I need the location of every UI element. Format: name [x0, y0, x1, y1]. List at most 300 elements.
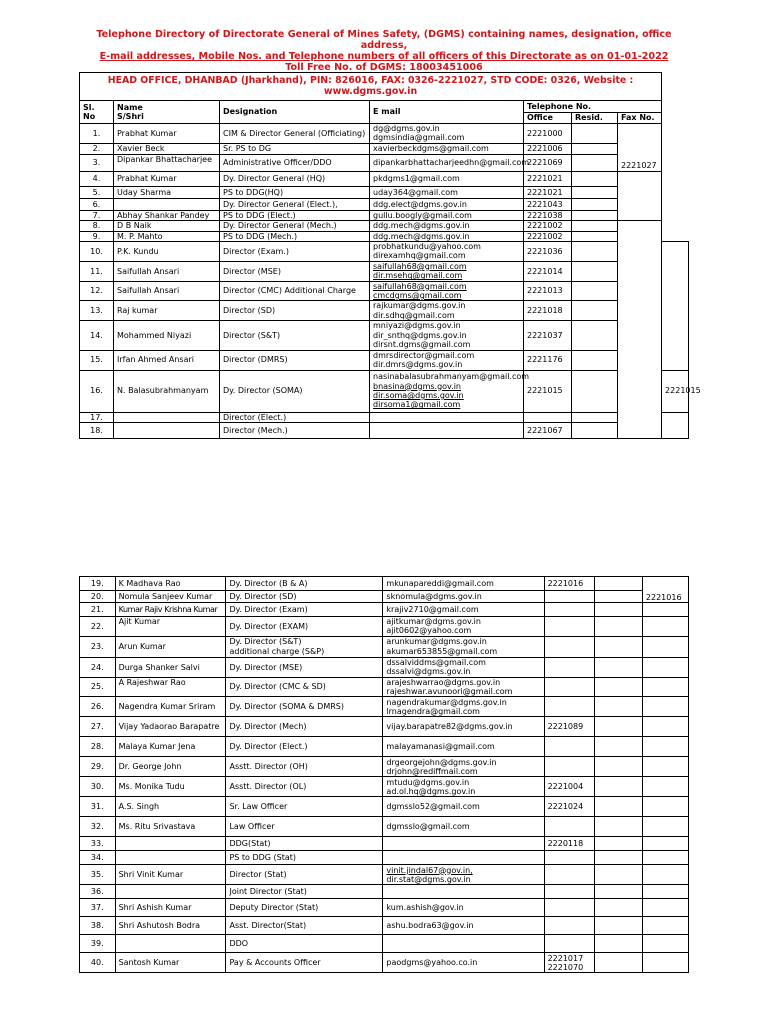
row-name: Mohammed Niyazi — [114, 321, 220, 350]
row-sl-no: 19. — [80, 577, 116, 591]
row-name: Shri Ashutosh Bodra — [115, 917, 226, 935]
row-designation: Director (Elect.) — [220, 412, 370, 422]
row-sl-no: 5. — [80, 186, 114, 198]
row-email[interactable] — [370, 186, 524, 198]
table-row — [80, 797, 689, 817]
row-designation — [226, 657, 383, 677]
row-office-phone — [524, 321, 572, 350]
row-sl-no: 17. — [80, 412, 114, 422]
text-line: 2221024 — [547, 802, 584, 812]
row-resid-phone — [594, 899, 642, 917]
row-email[interactable] — [383, 636, 544, 657]
row-resid-phone — [594, 603, 642, 617]
email-line[interactable]: ddg.elect@dgms.gov.in — [373, 199, 467, 209]
table-row — [80, 143, 689, 154]
row-fax — [618, 221, 662, 439]
email-line[interactable]: arajeshwarrao@dgms.gov.in — [386, 677, 501, 687]
email-line[interactable]: ddg.mech@dgms.gov.in — [373, 221, 470, 231]
text-line: Dy. Director (EXAM) — [229, 621, 309, 631]
email-line[interactable]: ad.ol.hq@dgms.gov.in — [386, 786, 476, 796]
email-line[interactable]: sknomula@dgms.gov.in — [386, 591, 482, 601]
row-resid-phone — [594, 953, 642, 973]
row-email[interactable] — [370, 422, 524, 438]
row-sl-no: 10. — [80, 242, 114, 262]
row-sl-no: 3. — [80, 154, 114, 171]
row-email[interactable] — [370, 261, 524, 281]
text-line: Dy. Director (Mech) — [229, 722, 307, 732]
row-email[interactable] — [370, 143, 524, 154]
row-designation — [226, 757, 383, 777]
row-name: Arun Kumar — [115, 636, 226, 657]
row-designation: Director (SD) — [220, 301, 370, 321]
row-office-phone — [524, 370, 572, 412]
table-row — [80, 617, 689, 637]
col-header-name: Name S/Shri — [114, 101, 220, 124]
text-line: Deputy Director (Stat) — [229, 903, 319, 913]
row-fax — [618, 171, 662, 220]
text-line: 2221002 — [527, 231, 563, 241]
row-name — [115, 935, 226, 953]
row-designation — [226, 577, 383, 591]
email-line[interactable]: paodgms@yahoo.co.in — [386, 958, 478, 968]
email-line[interactable]: dgmsslo@gmail.com — [386, 822, 470, 832]
row-sl-no: 12. — [80, 281, 114, 301]
email-line[interactable]: ajit0602@yahoo.com — [386, 626, 472, 636]
email-line[interactable]: krajiv2710@gmail.com — [386, 604, 479, 614]
row-office-phone — [544, 636, 594, 657]
row-resid-phone — [594, 577, 642, 591]
row-office-phone — [524, 242, 572, 262]
table-row — [80, 198, 689, 210]
row-sl-no: 15. — [80, 350, 114, 370]
email-line[interactable]: saifullah68@gmail.com — [373, 261, 467, 271]
row-name: Abhay Shankar Pandey — [114, 210, 220, 220]
text-line: 2221016 — [547, 578, 584, 588]
row-sl-no: 30. — [80, 777, 116, 797]
text-line: 2221002 — [527, 221, 563, 231]
col-header-fax: Fax No. — [618, 113, 662, 124]
row-email[interactable] — [383, 953, 544, 973]
email-line[interactable]: pkdgms1@gmail.com — [373, 174, 460, 184]
row-sl-no: 34. — [80, 851, 116, 865]
table-row — [80, 261, 689, 281]
table-row — [80, 301, 689, 321]
row-name: Ajit Kumar — [115, 617, 226, 637]
email-line[interactable]: rajeshwar.avunoori@gmail.com — [386, 687, 513, 697]
row-resid-phone — [594, 837, 642, 851]
email-line[interactable]: dir_snthq@dgms.gov.in — [373, 330, 467, 340]
row-office-phone — [544, 617, 594, 637]
row-sl-no: 21. — [80, 603, 116, 617]
email-line[interactable]: dir.msehq@gmail.com — [373, 271, 463, 281]
row-email[interactable] — [383, 885, 544, 899]
email-line[interactable]: drjohn@rediffmail.com — [386, 766, 478, 776]
row-office-phone — [524, 412, 572, 422]
row-resid-phone — [594, 777, 642, 797]
row-sl-no: 40. — [80, 953, 116, 973]
row-resid-phone — [572, 301, 618, 321]
row-email[interactable] — [370, 198, 524, 210]
email-line[interactable]: dssalvi@dgms.gov.in — [386, 667, 471, 677]
email-line[interactable]: rajkumar@dgms.gov.in — [373, 301, 466, 311]
row-email[interactable] — [383, 591, 544, 603]
table-row — [80, 899, 689, 917]
table-row — [80, 717, 689, 737]
row-designation — [226, 953, 383, 973]
row-resid-phone — [572, 124, 618, 144]
row-office-phone — [544, 885, 594, 899]
row-designation: PS to DDG(HQ) — [220, 186, 370, 198]
col-header-designation: Designation — [220, 101, 370, 124]
row-office-phone — [524, 231, 572, 241]
row-sl-no: 9. — [80, 231, 114, 241]
row-email[interactable] — [383, 717, 544, 737]
email-line[interactable]: probhatkundu@yahoo.com — [373, 242, 481, 252]
row-fax — [642, 737, 688, 757]
email-line[interactable]: malayamanasi@gmail.com — [386, 742, 495, 752]
row-sl-no: 37. — [80, 899, 116, 917]
email-line[interactable]: cmcdgms@gmail.com — [373, 291, 462, 301]
row-resid-phone — [572, 221, 618, 231]
table-row — [80, 817, 689, 837]
table-row — [80, 953, 689, 973]
table-row — [80, 350, 689, 370]
row-sl-no: 16. — [80, 370, 114, 412]
row-name: Prabhat Kumar — [114, 124, 220, 144]
email-line[interactable]: ajitkumar@dgms.gov.in — [386, 617, 481, 626]
header-line-1: Telephone Directory of Directorate General of Mines Safety, (DGMS) containing names, designation, office address, — [96, 29, 672, 51]
row-fax — [642, 837, 688, 851]
text-line: 2221021 — [527, 187, 563, 197]
text-line: DDG(Stat) — [229, 839, 271, 849]
row-sl-no: 38. — [80, 917, 116, 935]
row-sl-no: 7. — [80, 210, 114, 220]
row-office-phone — [524, 301, 572, 321]
table-row — [80, 935, 689, 953]
text-line: 2221014 — [527, 266, 563, 276]
text-line: Dy. Director (S&T) — [229, 637, 302, 647]
table-row — [80, 281, 689, 301]
row-fax — [642, 953, 688, 973]
row-sl-no: 22. — [80, 617, 116, 637]
text-line: 2221067 — [527, 425, 563, 435]
email-line[interactable]: dg@dgms.gov.in — [373, 124, 440, 133]
email-line[interactable]: drgeorgejohn@dgms.gov.in — [386, 757, 497, 767]
row-email[interactable] — [383, 935, 544, 953]
row-email[interactable] — [370, 281, 524, 301]
row-designation: Director (MSE) — [220, 261, 370, 281]
email-line[interactable]: nagendrakumar@dgms.gov.in — [386, 697, 507, 707]
email-line[interactable]: dgmsindia@gmail.com — [373, 133, 465, 143]
row-email[interactable] — [383, 677, 544, 697]
row-name — [115, 885, 226, 899]
email-line[interactable]: xavierbeckdgms@gmail.com — [373, 144, 489, 154]
row-resid-phone — [594, 885, 642, 899]
text-line: 2221089 — [547, 722, 584, 732]
row-resid-phone — [572, 171, 618, 186]
table-row — [80, 603, 689, 617]
row-fax — [642, 777, 688, 797]
text-line: 2221017 — [547, 953, 584, 963]
row-email[interactable] — [383, 617, 544, 637]
email-line[interactable]: dgmsslo52@gmail.com — [386, 802, 480, 812]
table-row — [80, 242, 689, 262]
row-resid-phone — [572, 154, 618, 171]
row-email[interactable] — [370, 321, 524, 350]
email-line[interactable]: dmrsdirector@gmail.com — [373, 350, 475, 360]
row-email[interactable] — [383, 777, 544, 797]
email-line[interactable]: nasinabalasubrahmanyam@gmail.com — [373, 372, 530, 382]
row-email[interactable] — [383, 737, 544, 757]
row-email[interactable] — [370, 210, 524, 220]
row-office-phone — [544, 917, 594, 935]
row-fax — [642, 677, 688, 697]
email-line[interactable]: uday364@gmail.com — [373, 187, 458, 197]
row-resid-phone — [572, 261, 618, 281]
row-sl-no: 27. — [80, 717, 116, 737]
email-line[interactable]: dssalviddms@gmail.com — [386, 657, 486, 667]
row-email[interactable] — [383, 657, 544, 677]
table-row — [80, 422, 689, 438]
row-designation — [226, 797, 383, 817]
email-line[interactable]: direxamhq@gmail.com — [373, 251, 466, 261]
row-resid-phone — [594, 935, 642, 953]
row-name — [115, 837, 226, 851]
office-address-banner — [80, 73, 662, 101]
email-line[interactable]: gullu.boogly@gmail.com — [373, 210, 472, 220]
row-designation: Dy. Director (SOMA) — [220, 370, 370, 412]
table-row — [80, 577, 689, 591]
row-sl-no: 14. — [80, 321, 114, 350]
row-email[interactable] — [370, 221, 524, 231]
row-office-phone — [524, 186, 572, 198]
row-email[interactable] — [383, 757, 544, 777]
text-line: additional charge (S&P) — [229, 646, 325, 656]
text-line: 2221015 — [527, 386, 563, 396]
row-designation — [226, 603, 383, 617]
row-email[interactable] — [383, 899, 544, 917]
row-sl-no: 18. — [80, 422, 114, 438]
row-email[interactable] — [383, 917, 544, 935]
email-line[interactable]: arunkumar@dgms.gov.in — [386, 637, 487, 647]
table-row — [80, 865, 689, 885]
row-email[interactable] — [383, 797, 544, 817]
row-fax — [642, 817, 688, 837]
table-row — [80, 231, 689, 241]
row-fax — [642, 865, 688, 885]
email-line[interactable]: mtudu@dgms.gov.in — [386, 777, 470, 787]
text-line: Director (Stat) — [229, 870, 287, 880]
table-row — [80, 697, 689, 717]
email-line[interactable]: dirsnt.dgms@gmail.com — [373, 340, 471, 350]
row-designation: Director (Exam.) — [220, 242, 370, 262]
row-resid-phone — [572, 412, 618, 422]
row-sl-no: 25. — [80, 677, 116, 697]
row-email[interactable] — [370, 350, 524, 370]
row-name: Kumar Rajiv Krishna Kumar — [115, 603, 226, 617]
row-name: Nagendra Kumar Sriram — [115, 697, 226, 717]
row-name: Saifullah Ansari — [114, 281, 220, 301]
text-line: 2221021 — [527, 174, 563, 184]
row-email[interactable] — [370, 124, 524, 144]
row-office-phone — [544, 657, 594, 677]
row-fax: 2221015 — [662, 370, 689, 412]
row-resid-phone — [594, 865, 642, 885]
table-row — [80, 636, 689, 657]
row-office-phone — [524, 350, 572, 370]
col-header-slno: Sl. No — [80, 101, 114, 124]
email-line[interactable]: dipankarbhattacharjeedhn@gmail.com — [373, 158, 530, 168]
text-line: 2221004 — [547, 782, 584, 792]
table-row — [80, 677, 689, 697]
row-name: Irfan Ahmed Ansari — [114, 350, 220, 370]
row-office-phone — [544, 817, 594, 837]
row-name: A.S. Singh — [115, 797, 226, 817]
email-line[interactable]: dirsoma1@gmail.com — [373, 400, 461, 410]
row-designation: Sr. PS to DG — [220, 143, 370, 154]
row-office-phone — [544, 935, 594, 953]
row-office-phone — [524, 154, 572, 171]
row-designation — [226, 677, 383, 697]
text-line: Dy. Director (CMC & SD) — [229, 682, 326, 692]
row-email[interactable] — [383, 817, 544, 837]
text-line: Dy. Director (SOMA & DMRS) — [229, 702, 345, 712]
header-line-3: Toll Free No. of DGMS: 18003451006 — [285, 62, 483, 73]
email-line[interactable]: akumar653855@gmail.com — [386, 646, 498, 656]
row-office-phone — [544, 757, 594, 777]
row-designation — [226, 591, 383, 603]
text-line: Joint Director (Stat) — [229, 887, 307, 897]
row-office-phone — [544, 717, 594, 737]
email-line[interactable]: mniyazi@dgms.gov.in — [373, 321, 461, 331]
col-header-telephone: Telephone No. — [524, 101, 662, 113]
row-resid-phone — [572, 321, 618, 350]
email-line[interactable]: kum.ashish@gov.in — [386, 903, 464, 913]
row-email[interactable] — [370, 242, 524, 262]
row-resid-phone — [572, 210, 618, 220]
row-sl-no: 31. — [80, 797, 116, 817]
row-fax — [642, 917, 688, 935]
row-name: P.K. Kundu — [114, 242, 220, 262]
row-designation — [226, 899, 383, 917]
row-designation — [226, 697, 383, 717]
row-resid-phone — [594, 591, 642, 603]
row-designation — [226, 935, 383, 953]
row-resid-phone — [572, 422, 618, 438]
table-row — [80, 777, 689, 797]
email-line[interactable]: vijay.barapatre82@dgms.gov.in — [386, 722, 513, 732]
row-name: Vijay Yadaorao Barapatre — [115, 717, 226, 737]
email-line[interactable]: dir.sdhq@gmail.com — [373, 310, 455, 320]
row-office-phone — [544, 677, 594, 697]
row-name: Malaya Kumar Jena — [115, 737, 226, 757]
row-name: N. Balasubrahmanyam — [114, 370, 220, 412]
row-email[interactable] — [370, 231, 524, 241]
row-name: D B Naik — [114, 221, 220, 231]
row-sl-no: 4. — [80, 171, 114, 186]
text-line: 2221070 — [547, 962, 584, 972]
row-email[interactable] — [370, 301, 524, 321]
email-line[interactable]: dir.soma@dgms.gov.in — [373, 391, 464, 400]
table-row — [80, 412, 689, 422]
email-line[interactable]: dir.dmrs@dgms.gov.in — [373, 360, 463, 369]
row-email[interactable] — [383, 697, 544, 717]
row-name — [114, 422, 220, 438]
row-designation — [226, 885, 383, 899]
row-office-phone — [524, 261, 572, 281]
email-line[interactable]: bnasina@dgms.gov.in — [373, 381, 461, 391]
row-email[interactable] — [383, 865, 544, 885]
email-line[interactable]: saifullah68@gmail.com — [373, 281, 467, 291]
row-name: Prabhat Kumar — [114, 171, 220, 186]
row-office-phone — [544, 899, 594, 917]
row-resid-phone — [572, 186, 618, 198]
text-line: 2221000 — [527, 128, 563, 138]
email-line[interactable]: ddg.mech@dgms.gov.in — [373, 231, 470, 241]
row-office-phone — [544, 837, 594, 851]
row-email[interactable] — [383, 603, 544, 617]
row-email[interactable] — [383, 837, 544, 851]
email-line[interactable]: vinit.jindal67@gov.in, — [386, 865, 473, 875]
text-line: 2221036 — [527, 246, 563, 256]
row-sl-no: 1. — [80, 124, 114, 144]
email-line[interactable]: dir.stat@dgms.gov.in — [386, 874, 471, 884]
text-line: Asstt. Director (OL) — [229, 782, 307, 792]
text-line: Dy. Director (SD) — [229, 591, 297, 601]
row-sl-no: 8. — [80, 221, 114, 231]
row-email[interactable] — [370, 171, 524, 186]
row-designation — [226, 851, 383, 865]
row-designation — [226, 737, 383, 757]
row-resid-phone — [594, 737, 642, 757]
row-name: M. P. Mahto — [114, 231, 220, 241]
table-row — [80, 370, 689, 412]
email-line[interactable]: lrnagendra@gmail.com — [386, 706, 480, 716]
col-header-resid: Resid. — [572, 113, 618, 124]
row-resid-phone — [594, 657, 642, 677]
row-name — [115, 851, 226, 865]
row-email[interactable] — [383, 851, 544, 865]
row-designation: Director (Mech.) — [220, 422, 370, 438]
row-resid-phone — [594, 717, 642, 737]
text-line: 2221013 — [527, 286, 563, 296]
row-fax — [642, 851, 688, 865]
row-email[interactable] — [370, 370, 530, 412]
text-line: 2221038 — [527, 210, 563, 220]
text-line: DDO — [229, 939, 249, 949]
row-name: Dipankar Bhattacharjee — [114, 154, 220, 171]
email-line[interactable]: ashu.bodra63@gov.in — [386, 921, 474, 931]
row-sl-no: 33. — [80, 837, 116, 851]
email-line[interactable]: mkunapareddi@gmail.com — [386, 578, 494, 588]
row-office-phone — [544, 865, 594, 885]
row-email[interactable] — [370, 154, 530, 171]
text-line: Asstt. Director (OH) — [229, 762, 308, 772]
row-designation: Dy. Director General (Mech.) — [220, 221, 370, 231]
row-fax — [642, 636, 688, 657]
row-office-phone — [544, 603, 594, 617]
table-row — [80, 757, 689, 777]
row-email[interactable] — [383, 577, 544, 591]
row-office-phone — [524, 171, 572, 186]
row-name: A Rajeshwar Rao — [115, 677, 226, 697]
text-line: 2221018 — [527, 306, 563, 316]
row-office-phone — [524, 124, 572, 144]
header-line-2: E-mail addresses, Mobile Nos. and Telephone numbers of all officers of this Directorate as on 01-01-2022 — [99, 51, 669, 62]
row-email[interactable] — [370, 412, 524, 422]
row-office-phone — [544, 777, 594, 797]
row-designation: Director (CMC) Additional Charge — [220, 281, 370, 301]
